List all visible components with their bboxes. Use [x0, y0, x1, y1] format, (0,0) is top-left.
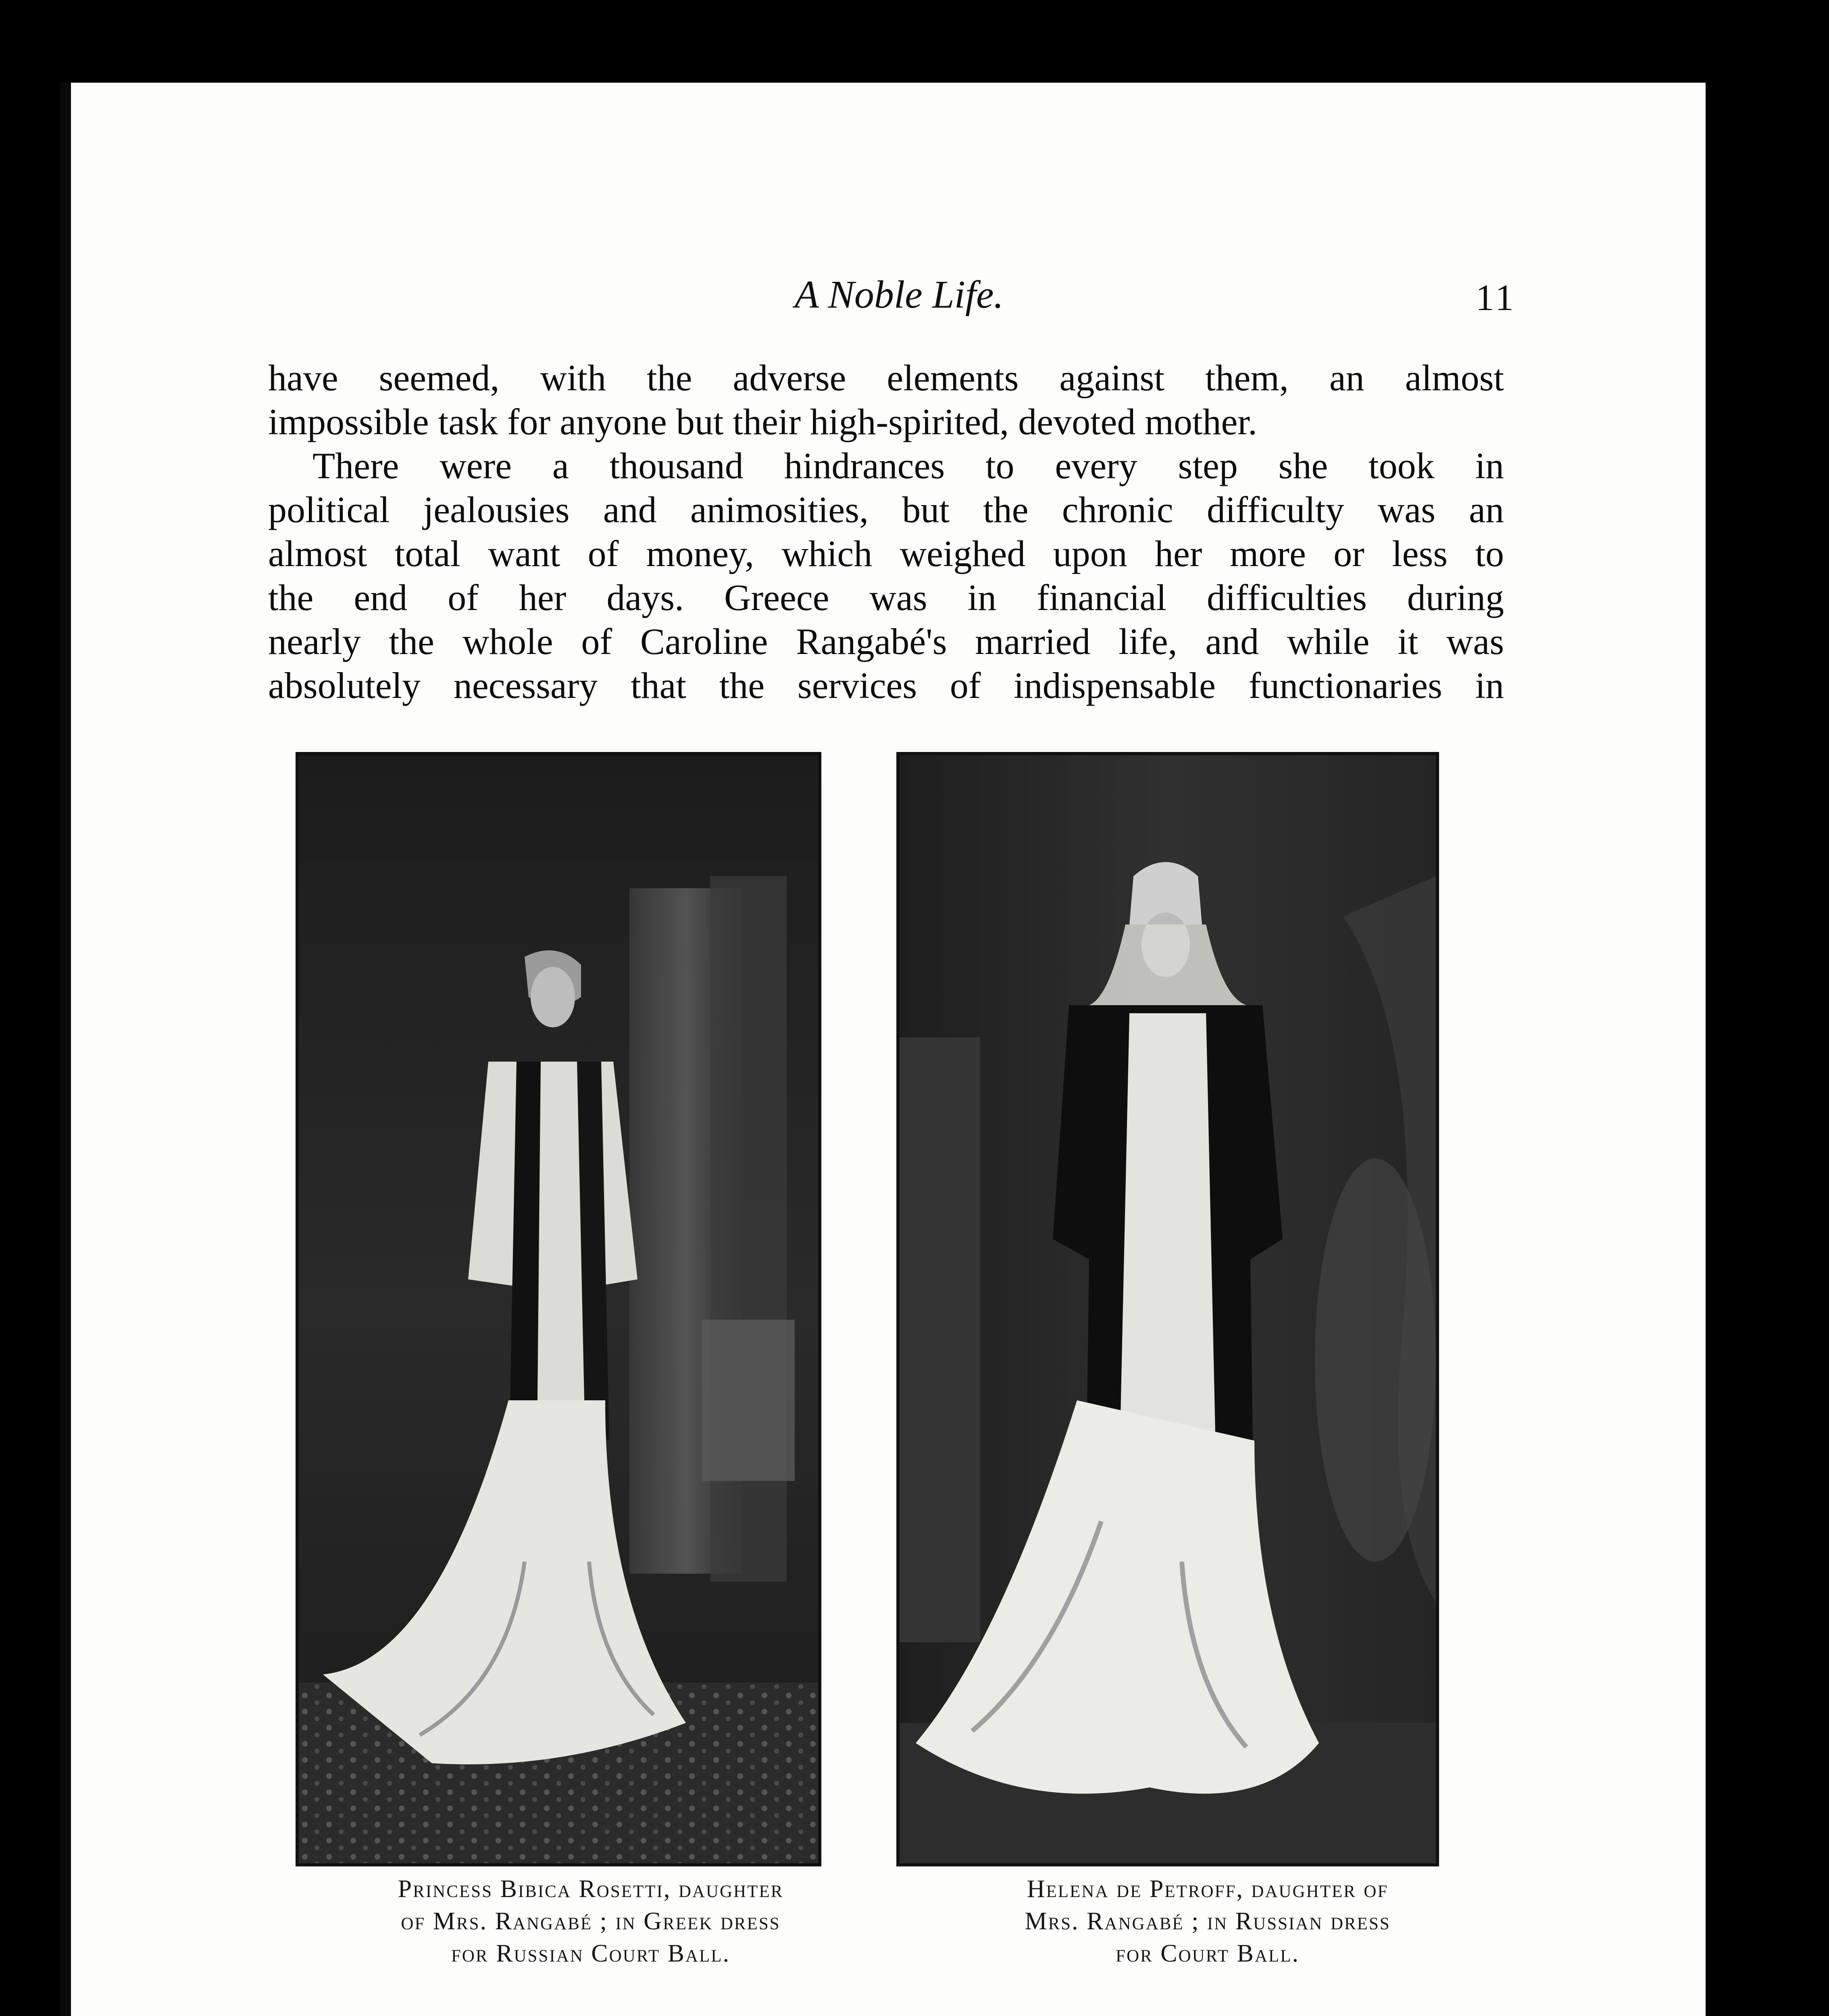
text-line: impossible task for anyone but their high-spirited, devoted mother.: [268, 401, 1257, 442]
caption-line: Princess Bibica Rosetti, daughter: [398, 1875, 784, 1903]
portrait-photo-russian-dress: [900, 755, 1436, 1863]
text-line: the end of her days. Greece was in financial difficulties during: [268, 577, 1504, 618]
portrait-photo-greek-dress: [299, 755, 818, 1863]
plate-caption-right: [883, 1873, 1532, 1970]
running-head: [282, 272, 1516, 337]
caption-line: of Mrs. Rangabé ; in Greek dress: [401, 1908, 781, 1935]
text-line: nearly the whole of Caroline Rangabé's married life, and while it was: [268, 621, 1504, 662]
text-line: have seemed, with the adverse elements against them, an almost: [268, 357, 1504, 398]
body-text-top: [268, 356, 1504, 708]
text-line: absolutely necessary that the services of indispensable functionaries in: [268, 665, 1504, 706]
caption-line: for Court Ball.: [1116, 1940, 1300, 1967]
running-head-title: A Noble Life.: [794, 273, 1004, 317]
photo-plate-right: [896, 752, 1439, 1866]
caption-line: Mrs. Rangabé ; in Russian dress: [1025, 1908, 1391, 1935]
page-number: 11: [1475, 277, 1516, 318]
page-binding-edge: [60, 83, 71, 2016]
caption-line: for Russian Court Ball.: [451, 1940, 731, 1967]
plate-caption-left: [260, 1873, 921, 1970]
text-line: political jealousies and animosities, but the chronic difficulty was an: [268, 489, 1504, 530]
book-page: [60, 83, 1706, 2016]
text-line: almost total want of money, which weighed upon her more or less to: [268, 533, 1504, 574]
photo-plate-left: [296, 752, 821, 1866]
text-line: There were a thousand hindrances to every step she took in: [312, 445, 1504, 486]
caption-line: Helena de Petroff, daughter of: [1027, 1875, 1389, 1903]
